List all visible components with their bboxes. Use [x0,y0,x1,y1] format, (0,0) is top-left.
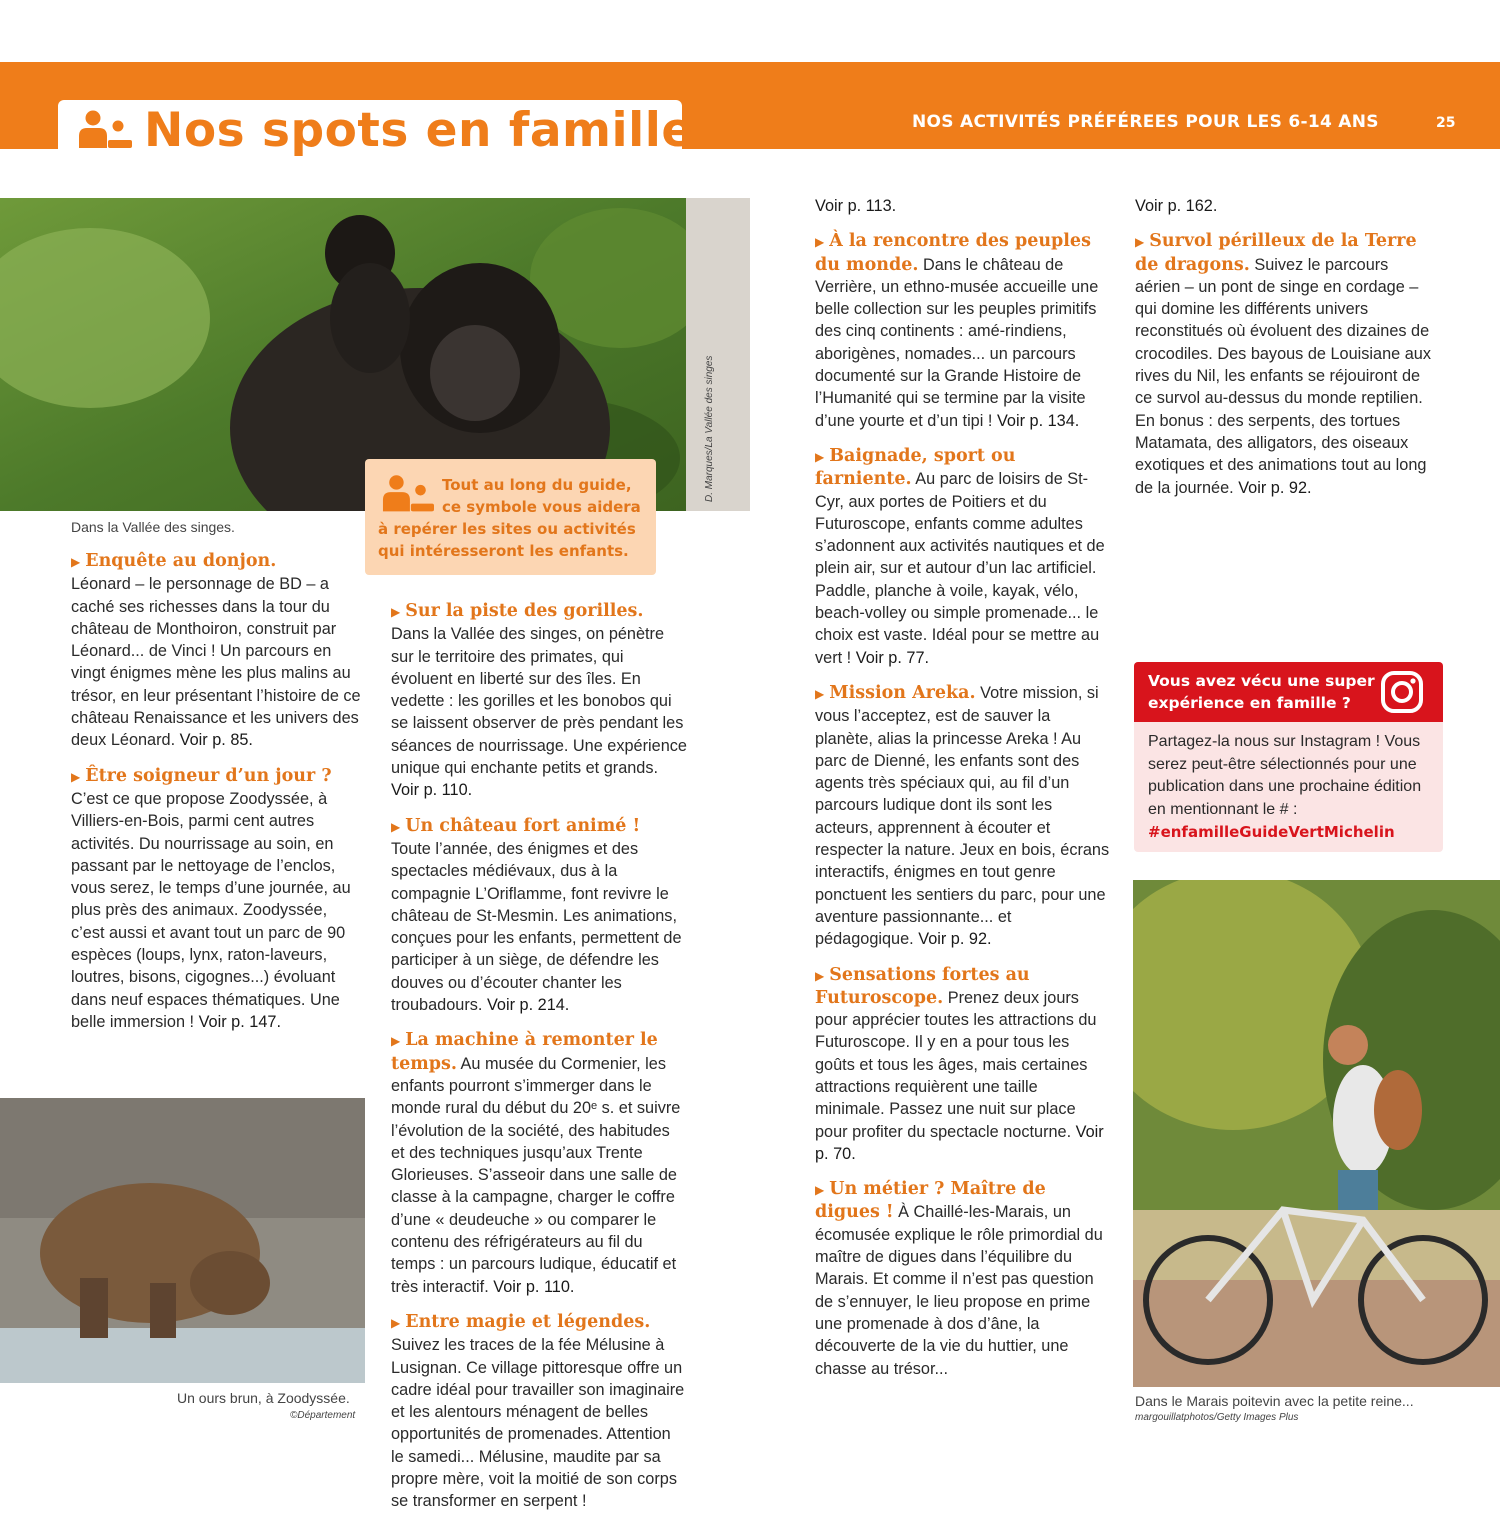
tip-text [378,474,648,562]
tip-line-2: ce symbole vous aidera [442,498,641,516]
arrow-icon: ▶ [815,968,825,983]
article-body: Toute l’année, des énigmes et des spectacles médiévaux, dus à la compagnie L’Oriflamme, font revivre le château de St-Mesmin. Les animations, conçues pour les enfants, permettent de participer à un siège, de défendre les douves ou d’écouter chanter les troubadours. [391,839,682,1015]
tip-rest: à repérer les sites ou activités qui intéresseront les enfants. [378,520,636,560]
bear-caption: Un ours brun, à Zoodyssée. [177,1390,350,1406]
article-title: À la rencontre des peuples du monde. [815,231,1091,275]
arrow-icon: ▶ [71,555,81,569]
article-ref: Voir p. 92. [918,930,992,949]
article-title: Survol périlleux de la Terre de dragons. [1135,231,1417,275]
article-title: Sur la piste des gorilles. [405,601,644,621]
article-ref: Voir p. 134. [996,411,1080,430]
article [391,815,687,1017]
article-body: Prenez deux jours pour apprécier toutes les attractions du Futuroscope. Il y en a pour tous les goûts et tous les âges, mais certaines attractions requièrent une taille minimale. Passez une nuit sur place pour profiter du spectacle nocturne. [815,988,1097,1141]
instagram-text: Partagez-la nous sur Instagram ! Vous serez peut-être sélectionnés pour une publication dans une prochaine édition en mentionnant le # : [1148,733,1422,818]
arrow-icon: ▶ [391,819,401,834]
cyclist-photo [1133,880,1500,1387]
column-1 [71,550,364,1046]
arrow-icon: ▶ [1135,235,1145,250]
instagram-title: Vous avez vécu une super expérience en famille ? [1148,672,1375,712]
arrow-icon: ▶ [391,605,401,619]
column-4 [1135,195,1435,512]
article-ref: Voir p. 77. [855,648,930,667]
column-2 [391,600,687,1526]
article-ref: Voir p. 110. [493,1277,575,1296]
article-body: Votre mission, si vous l’acceptez, est de sauver la planète, alias la princesse Areka ! Au parc de Dienné, les enfants sont des agents très spéciaux qui, au fil d’un parcours ludique dont ils sont les acteurs, apprennent à écouter et respecter la nature. Jeux en bois, écrans interactifs, énigmes en tout genre ponctuent les sentiers du parc, pour une aventure passionnante... et pédagogique. [815,683,1110,949]
arrow-icon: ▶ [815,686,825,701]
article-title: Mission Areka. [829,682,976,703]
bear-credit: ©Département [290,1410,356,1421]
arrow-icon: ▶ [391,1315,401,1330]
cyclist-credit: margouillatphotos/Getty Images Plus [1135,1412,1299,1423]
article-title: Enquête au donjon. [85,551,277,571]
article-continued [815,195,1111,217]
instagram-box [1134,662,1443,852]
article-ref: Voir p. 113. [815,197,897,215]
page-title: Nos spots en famille [144,103,694,158]
article-body: Léonard – le personnage de BD – a caché ses richesses dans la tour du château de Monthoiron, construit par Léonard... de Vinci ! Un parcours en vingt énigmes mène les plus malins au trésor, en leur présentant l’histoire de ce château Renaissance et les univers des deux Léonard. [71,575,361,750]
article-body: Suivez le parcours aérien – un pont de singe en cordage – qui domine les différents univers reconstitués où évoluent des dizaines de crocodiles. Des bayous de Louisiane aux rives du Nil, les enfants se réjouiront de ce survol au-dessus du monde reptilien. En bonus : des serpents, des tortues Matamata, des alligators, des oiseaux exotiques et des animations tout au long de la journée. [1135,255,1431,497]
article [815,230,1111,432]
article [391,1029,687,1298]
article-ref: Voir p. 214. [486,996,570,1015]
article [815,445,1111,669]
article-ref: Voir p. 85. [179,731,253,750]
arrow-icon: ▶ [815,1183,825,1198]
cyclist-caption: Dans le Marais poitevin avec la petite reine... [1135,1393,1414,1409]
article-title: Baignade, sport ou farniente. [815,445,1016,490]
article [815,964,1111,1166]
article-title: Être soigneur d’un jour ? [85,765,332,786]
article-ref: Voir p. 147. [198,1012,281,1031]
article [1135,230,1435,499]
running-head: NOS ACTIVITÉS PRÉFÉREES POUR LES 6-14 ANS [912,112,1379,132]
article-title: La machine à remonter le temps. [391,1030,658,1074]
arrow-icon: ▶ [815,235,825,250]
article-body: À Chaillé-les-Marais, un écomusée explique le rôle primordial du maître de digues dans l’équilibre du Marais. Et comme il n’est pas question de s’ennuyer, le lieu propose en prime une promenade à dos d’âne, la découverte de la vie du huttier, une chasse au trésor... [815,1203,1103,1378]
family-icon [78,110,132,150]
arrow-icon: ▶ [391,1034,401,1049]
tip-line-1: Tout au long du guide, [442,476,632,494]
gorilla-credit: D. Marques/La Vallée des singes [704,355,715,502]
article [391,1311,687,1513]
article [71,550,364,752]
article [815,682,1111,951]
arrow-icon: ▶ [71,769,81,784]
article-body: Dans le château de Verrière, un ethno-musée accueille une belle collection sur les peuples primitifs des cinq continents : amé-rindiens, aborigènes, nomades... un parcours documenté sur la Grande Histoire de l’Humanité qui se termine par la visite d’une yourte et d’un tipi ! [815,255,1099,430]
page-number: 25 [1436,115,1456,131]
article-ref: Voir p. 110. [391,781,473,800]
arrow-icon: ▶ [815,449,825,464]
article-body: Au musée du Cormenier, les enfants pourront s’immerger dans le monde rural du début du 20ᵉ s. et suivre l’évolution de la société, des habitudes et des techniques jusqu’aux Trente Glorieuses. S’asseoir dans une salle de classe à la campagne, charger le coffre d’une « deudeuche » ou comparer le contenu des réfrigérateurs au fil du temps : un parcours ludique, éducatif et très interactif. [391,1054,681,1296]
article [71,765,364,1034]
article-ref: Voir p. 162. [1135,197,1218,215]
article-title: Un métier ? Maître de digues ! [815,1179,1046,1223]
article-body: Suivez les traces de la fée Mélusine à Lusignan. Ce village pittoresque offre un cadre idéal pour travailler son imaginaire et les alentours ménagent de belles opportunités de promenades. Attention le samedi... Mélusine, maudite par sa propre mère, voit la moitié de son corps se transformer en serpent ! [391,1336,685,1511]
article-body: C’est ce que propose Zoodyssée, à Villiers-en-Bois, parmi cent autres activités. Du nourrissage au soin, en passant par le nettoyage de l’enclos, vous serez, le temps d’une journée, au plus près des animaux. Zoodyssée, c’est aussi et avant tout un parc de 90 espèces (loups, lynx, raton-laveurs, loutres, bisons, cigognes...) évoluant dans neuf espaces thématiques. Une belle immersion ! [71,789,351,1031]
article-continued [1135,195,1435,217]
article [391,600,687,802]
instagram-body [1148,731,1438,845]
article-title: Un château fort animé ! [405,815,641,836]
instagram-hashtag[interactable]: #enfamilleGuideVertMichelin [1148,823,1395,841]
article-ref: Voir p. 92. [1238,478,1312,497]
article-body: Dans la Vallée des singes, on pénètre sur le territoire des primates, qui évoluent en liberté sur des îles. En vedette : les gorilles et les bonobos qui se laissent observer de près pendant les séances de nourrissage. Une expérience unique qui enchante petits et grands. [391,625,687,778]
instagram-icon[interactable] [1380,670,1424,714]
bear-photo [0,1098,365,1383]
article [815,1178,1111,1380]
article-ref: Voir p. 70. [815,1122,1104,1163]
column-3 [815,195,1111,1393]
article-title: Entre magie et légendes. [405,1311,651,1332]
gorilla-caption: Dans la Vallée des singes. [71,519,235,535]
article-title: Sensations fortes au Futuroscope. [815,964,1030,1008]
article-body: Au parc de loisirs de St-Cyr, aux portes de Poitiers et du Futuroscope, enfants comme adultes s’adonnent aux activités nautiques et de plein air, sur et autour d’un lac artificiel. Paddle, planche à voile, kayak, vélo, beach-volley ou simple promenade... le choix est vaste. Idéal pour se mettre au vert ! [815,470,1105,667]
